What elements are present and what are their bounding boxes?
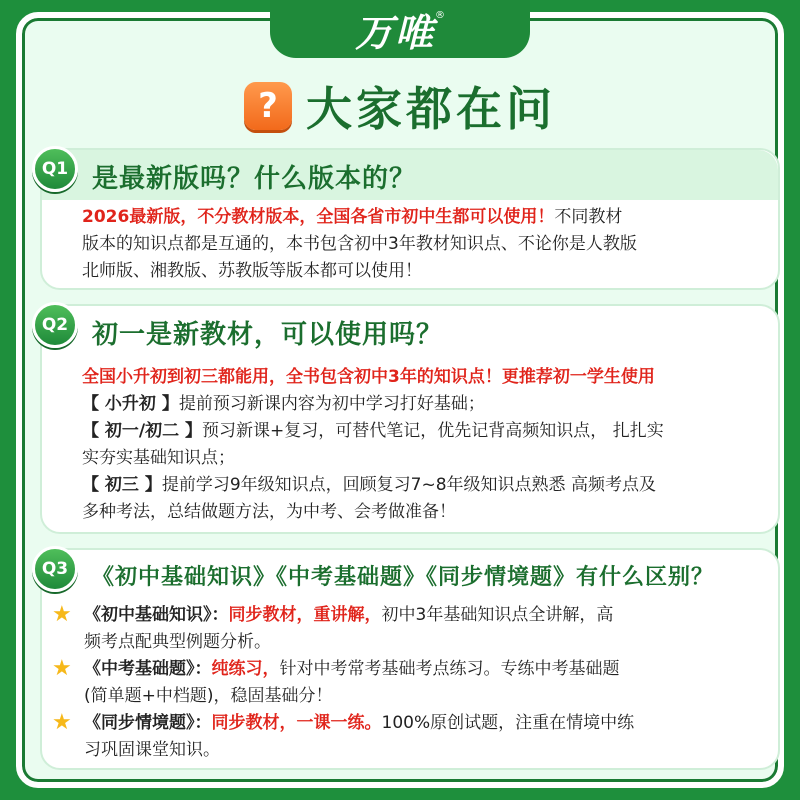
q2-item2: [82, 418, 772, 445]
q1-line2: 版本的知识点都是互通的，本书包含初中3年教材知识点、不论你是人教版: [82, 234, 637, 254]
q2-item1: [82, 391, 772, 418]
q3-item-2-text: 针对中考常考基础考点练习。专练中考基础题: [279, 659, 620, 679]
faq-card-q3: [40, 548, 780, 770]
q2-item1-text: 提前预习新课内容为初中学习打好基础；: [178, 394, 485, 414]
q2-tag: Q2: [32, 302, 78, 348]
star-icon: ★: [52, 656, 72, 681]
q1-highlight: 2026最新版，不分教材版本，全国各省市初中生都可以使用！: [82, 207, 555, 227]
star-icon: ★: [52, 602, 72, 627]
q3-item-3-highlight: 同步教材，一课一练。: [211, 713, 382, 733]
brand-tab: [270, 0, 530, 58]
faq-card-q2: [40, 304, 780, 534]
q2-highlight: 全国小升初到初三都能用，全书包含初中3年的知识点！更推荐初一学生使用: [82, 367, 655, 387]
q3-item-3-name: 《同步情境题》：: [84, 713, 212, 733]
q3-item-1-text: 初中3年基础知识点全讲解，高: [381, 605, 614, 625]
q2-question: 初一是新教材，可以使用吗？: [92, 320, 444, 350]
page-title: 大家都在问: [306, 82, 556, 136]
q2-item3: [82, 472, 772, 499]
q1-tag: Q1: [32, 146, 78, 192]
q1-question: 是最新版吗？什么版本的？: [92, 164, 417, 194]
q3-item-1-name: 《初中基础知识》：: [84, 605, 229, 625]
q1-answer: [82, 204, 762, 285]
q3-answer: [52, 602, 762, 764]
q3-question: 《初中基础知识》《中考基础题》《同步情境题》有什么区别？: [92, 565, 715, 590]
q3-item-3-line1: [84, 710, 762, 737]
q2-item3-cont: 多种考法，总结做题方法，为中考、会考做准备！: [82, 502, 456, 522]
answer-line: [82, 204, 762, 231]
q2-item1-label: 【 小升初 】: [82, 394, 179, 414]
q3-item-2-highlight: 纯练习，: [211, 659, 280, 679]
q2-item3-text: 提前学习9年级知识点，回顾复习7~8年级知识点熟悉 高频考点及: [161, 475, 656, 495]
q2-item2-cont: 实夯实基础知识点；: [82, 448, 235, 468]
q3-item-1-cont: 频考点配典型例题分析。: [84, 632, 271, 652]
registered-mark: ®: [435, 9, 445, 21]
brand-logo: 万唯: [354, 10, 435, 55]
question-mark-icon: ?: [244, 82, 292, 130]
star-icon: ★: [52, 710, 72, 735]
q1-line1-tail: 不同教材: [554, 207, 623, 227]
q3-item-2-name: 《中考基础题》：: [84, 659, 212, 679]
q3-item-1: [52, 602, 762, 656]
q2-answer: [82, 364, 772, 526]
faq-card-q1: [40, 148, 780, 290]
q3-item-3-cont: 习巩固课堂知识。: [84, 740, 220, 760]
q3-tag: Q3: [32, 546, 78, 592]
faq-heading: [0, 78, 800, 134]
q3-item-3: [52, 710, 762, 764]
q1-line3: 北师版、湘教版、苏教版等版本都可以使用！: [82, 261, 422, 281]
q3-item-2: [52, 656, 762, 710]
q3-item-2-cont: (简单题+中档题)，稳固基础分！: [84, 686, 333, 706]
q2-item3-label: 【 初三 】: [82, 475, 162, 495]
q3-item-1-line1: [84, 602, 762, 629]
q2-item2-text: 预习新课+复习，可替代笔记，优先记背高频知识点， 扎扎实: [202, 421, 664, 441]
q3-item-1-highlight: 同步教材，重讲解，: [228, 605, 382, 625]
q2-item2-label: 【 初一/初二 】: [82, 421, 203, 441]
q3-item-2-line1: [84, 656, 762, 683]
q3-item-3-text: 100%原创试题，注重在情境中练: [381, 713, 635, 733]
